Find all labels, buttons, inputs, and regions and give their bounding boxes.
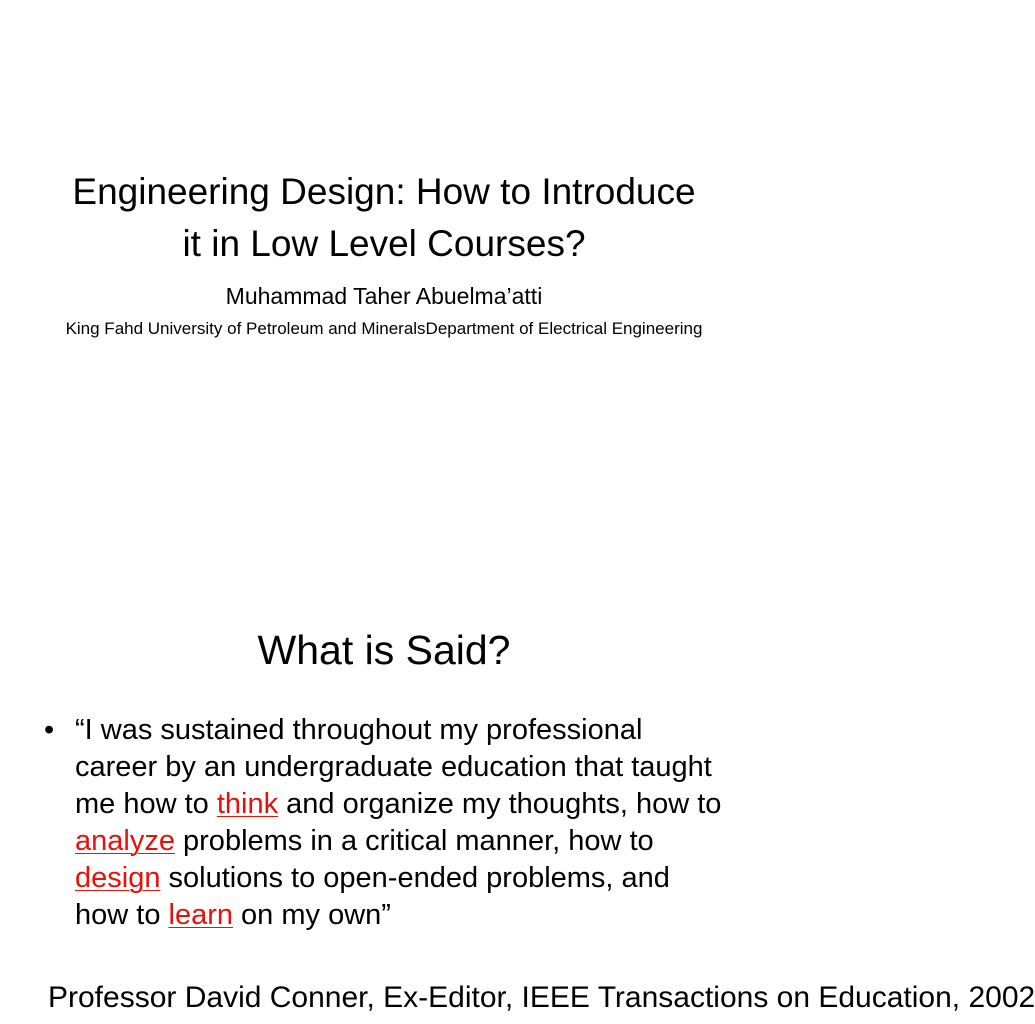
keyword-think: think — [216, 788, 279, 820]
keyword-design: design — [75, 862, 161, 894]
keyword-analyze: analyze — [75, 825, 175, 857]
slide-what-is-said — [0, 576, 1035, 1024]
slide-heading: What is Said? — [257, 627, 511, 673]
bullet-list — [40, 712, 730, 934]
quote-bullet — [40, 712, 730, 934]
quote-text-1: “I was sustained throughout my professional career by an undergraduate education that taught me how to — [75, 714, 712, 820]
bullet-marker: • — [44, 714, 55, 746]
title-block — [60, 166, 708, 342]
quote-text-5: on my own” — [233, 899, 391, 931]
quote-text-2: and organize my thoughts, how to — [278, 788, 722, 820]
author-name: Muhammad Taher Abuelma’atti — [225, 283, 543, 309]
author-affiliation: King Fahd University of Petroleum and MineralsDepartment of Electrical Engineering — [65, 319, 703, 338]
quote-text-4: solutions to open-ended problems, and how to — [75, 862, 670, 931]
slide-title-page — [0, 0, 768, 576]
keyword-learn: learn — [168, 899, 233, 931]
quote-text-3: problems in a critical manner, how to — [174, 825, 654, 857]
presentation-title: Engineering Design: How to Introduce it in Low Level Courses? — [72, 171, 696, 264]
quote-attribution: Professor David Conner, Ex-Editor, IEEE Transactions on Education, 2002 — [48, 981, 1035, 1014]
